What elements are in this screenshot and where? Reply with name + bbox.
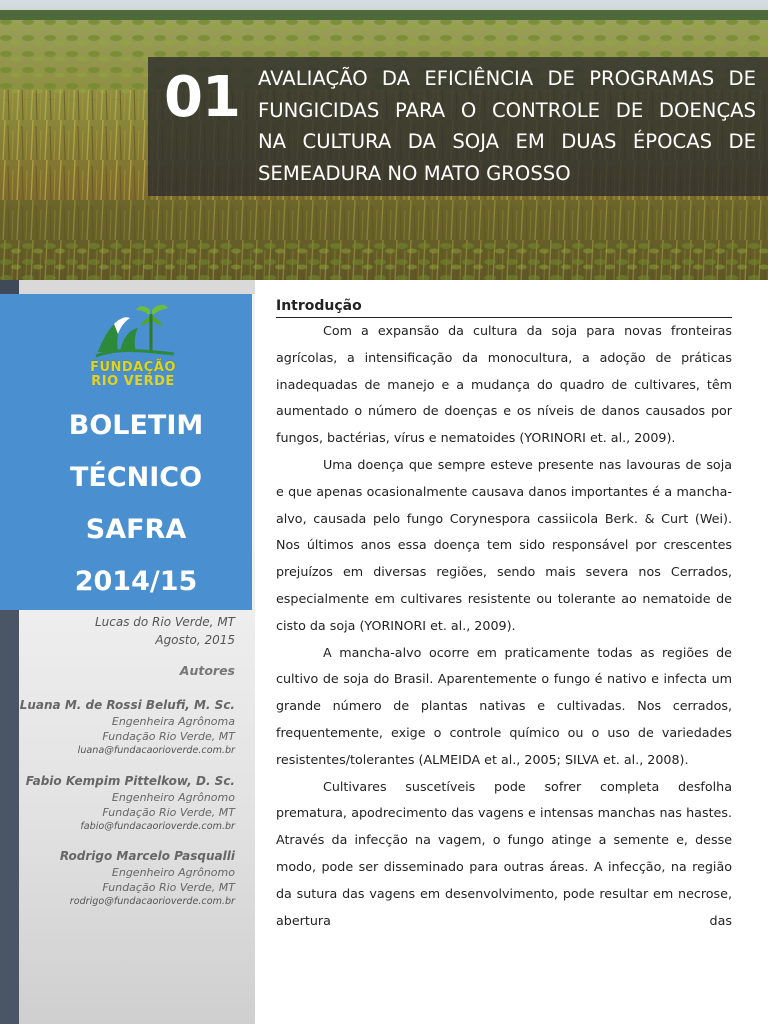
author-email[interactable]: luana@fundacaorioverde.com.br [77, 745, 235, 756]
author-name: Fabio Kempim Pittelkow, D. Sc. [25, 774, 235, 788]
bulletin-line: TÉCNICO [69, 462, 203, 493]
bulletin-line: 2014/15 [74, 566, 198, 597]
issue-number: 01 [164, 65, 240, 130]
sidebar-accent-strip-top [0, 280, 19, 294]
body-text [276, 318, 732, 934]
author-role: Engenheira Agrônoma [111, 715, 235, 728]
author-org: Fundação Rio Verde, MT [102, 730, 235, 743]
logo-text: RIO VERDE [91, 374, 175, 389]
logo-text: FUNDAÇÃO [90, 360, 176, 375]
author-role: Engenheiro Agrônomo [111, 866, 235, 879]
author-block [19, 849, 235, 909]
author-name: Luana M. de Rossi Belufi, M. Sc. [19, 698, 235, 712]
sidebar-top-band [19, 280, 255, 294]
paragraph: A mancha-alvo ocorre em praticamente todas as regiões de cultivo de soja do Brasil. Aparentemente o fungo é nativo e infecta um grande número de plantas nativas e cultivadas. Nos cerrados, frequentemente, exige o controle químico ou o uso de variedades resistentes/tolerantes (ALMEIDA et al., 2005; SILVA et. al., 2008). [276, 644, 732, 767]
author-email[interactable]: rodrigo@fundacaorioverde.com.br [69, 896, 235, 907]
author-name: Rodrigo Marcelo Pasqualli [59, 849, 235, 863]
paragraph: Com a expansão da cultura da soja para novas fronteiras agrícolas, a intensificação da monocultura, a adoção de práticas inadequadas de manejo e a mudança do quadro de cultivares, têm aumentado o número de doenças e os níveis de danos causados por fungos, bactérias, vírus e nematoides (YORINORI et. al., 2009). [276, 323, 732, 446]
author-role: Engenheiro Agrônomo [111, 791, 235, 804]
bulletin-line: SAFRA [85, 514, 187, 545]
title-overlay [148, 57, 768, 196]
title-line: AVALIAÇÃO DA EFICIÊNCIA DE PROGRAMAS DE [258, 67, 756, 90]
title-line: SEMEADURA NO MATO GROSSO [258, 161, 571, 185]
bulletin-title [0, 400, 272, 608]
paragraph: Cultivares suscetíveis pode sofrer completa desfolha prematura, apodrecimento das vagens e intensas manchas nas hastes. Através da infecção na vagem, o fungo atinge a semente e, desse modo, pode ser disseminado para outras áreas. A infecção, na região da sutura das vagens em desenvolvimento, pode resultar em necrose, abertura das [276, 778, 732, 928]
author-block [19, 774, 235, 834]
author-email[interactable]: fabio@fundacaorioverde.com.br [80, 821, 235, 832]
location: Lucas do Rio Verde, MT [94, 615, 235, 629]
title-line: FUNGICIDAS PARA O CONTROLE DE DOENÇAS [258, 98, 756, 122]
hero-banner [0, 0, 768, 280]
authors-heading: Autores [179, 663, 235, 678]
author-org: Fundação Rio Verde, MT [102, 806, 235, 819]
author-org: Fundação Rio Verde, MT [102, 881, 235, 894]
author-block [19, 698, 235, 758]
bulletin-line: BOLETIM [68, 410, 204, 441]
publication-date: Agosto, 2015 [155, 633, 235, 647]
paragraph: Uma doença que sempre esteve presente nas lavouras de soja e que apenas ocasionalmente causava danos importantes é a mancha-alvo, causada pelo fungo Corynespora cassiicola Berk. & Curt (Wei). Nos últimos anos essa doença tem sido responsável por crescentes prejuízos em diversas regiões, sendo mais severa nos Cerrados, especialmente em cultivares resistente ou tolerante ao nematoide de cisto da soja (YORINORI et. al., 2009). [276, 456, 732, 633]
document-title [258, 63, 756, 189]
title-line: NA CULTURA DA SOJA EM DUAS ÉPOCAS DE [258, 130, 756, 153]
section-heading: Introdução [276, 298, 362, 314]
